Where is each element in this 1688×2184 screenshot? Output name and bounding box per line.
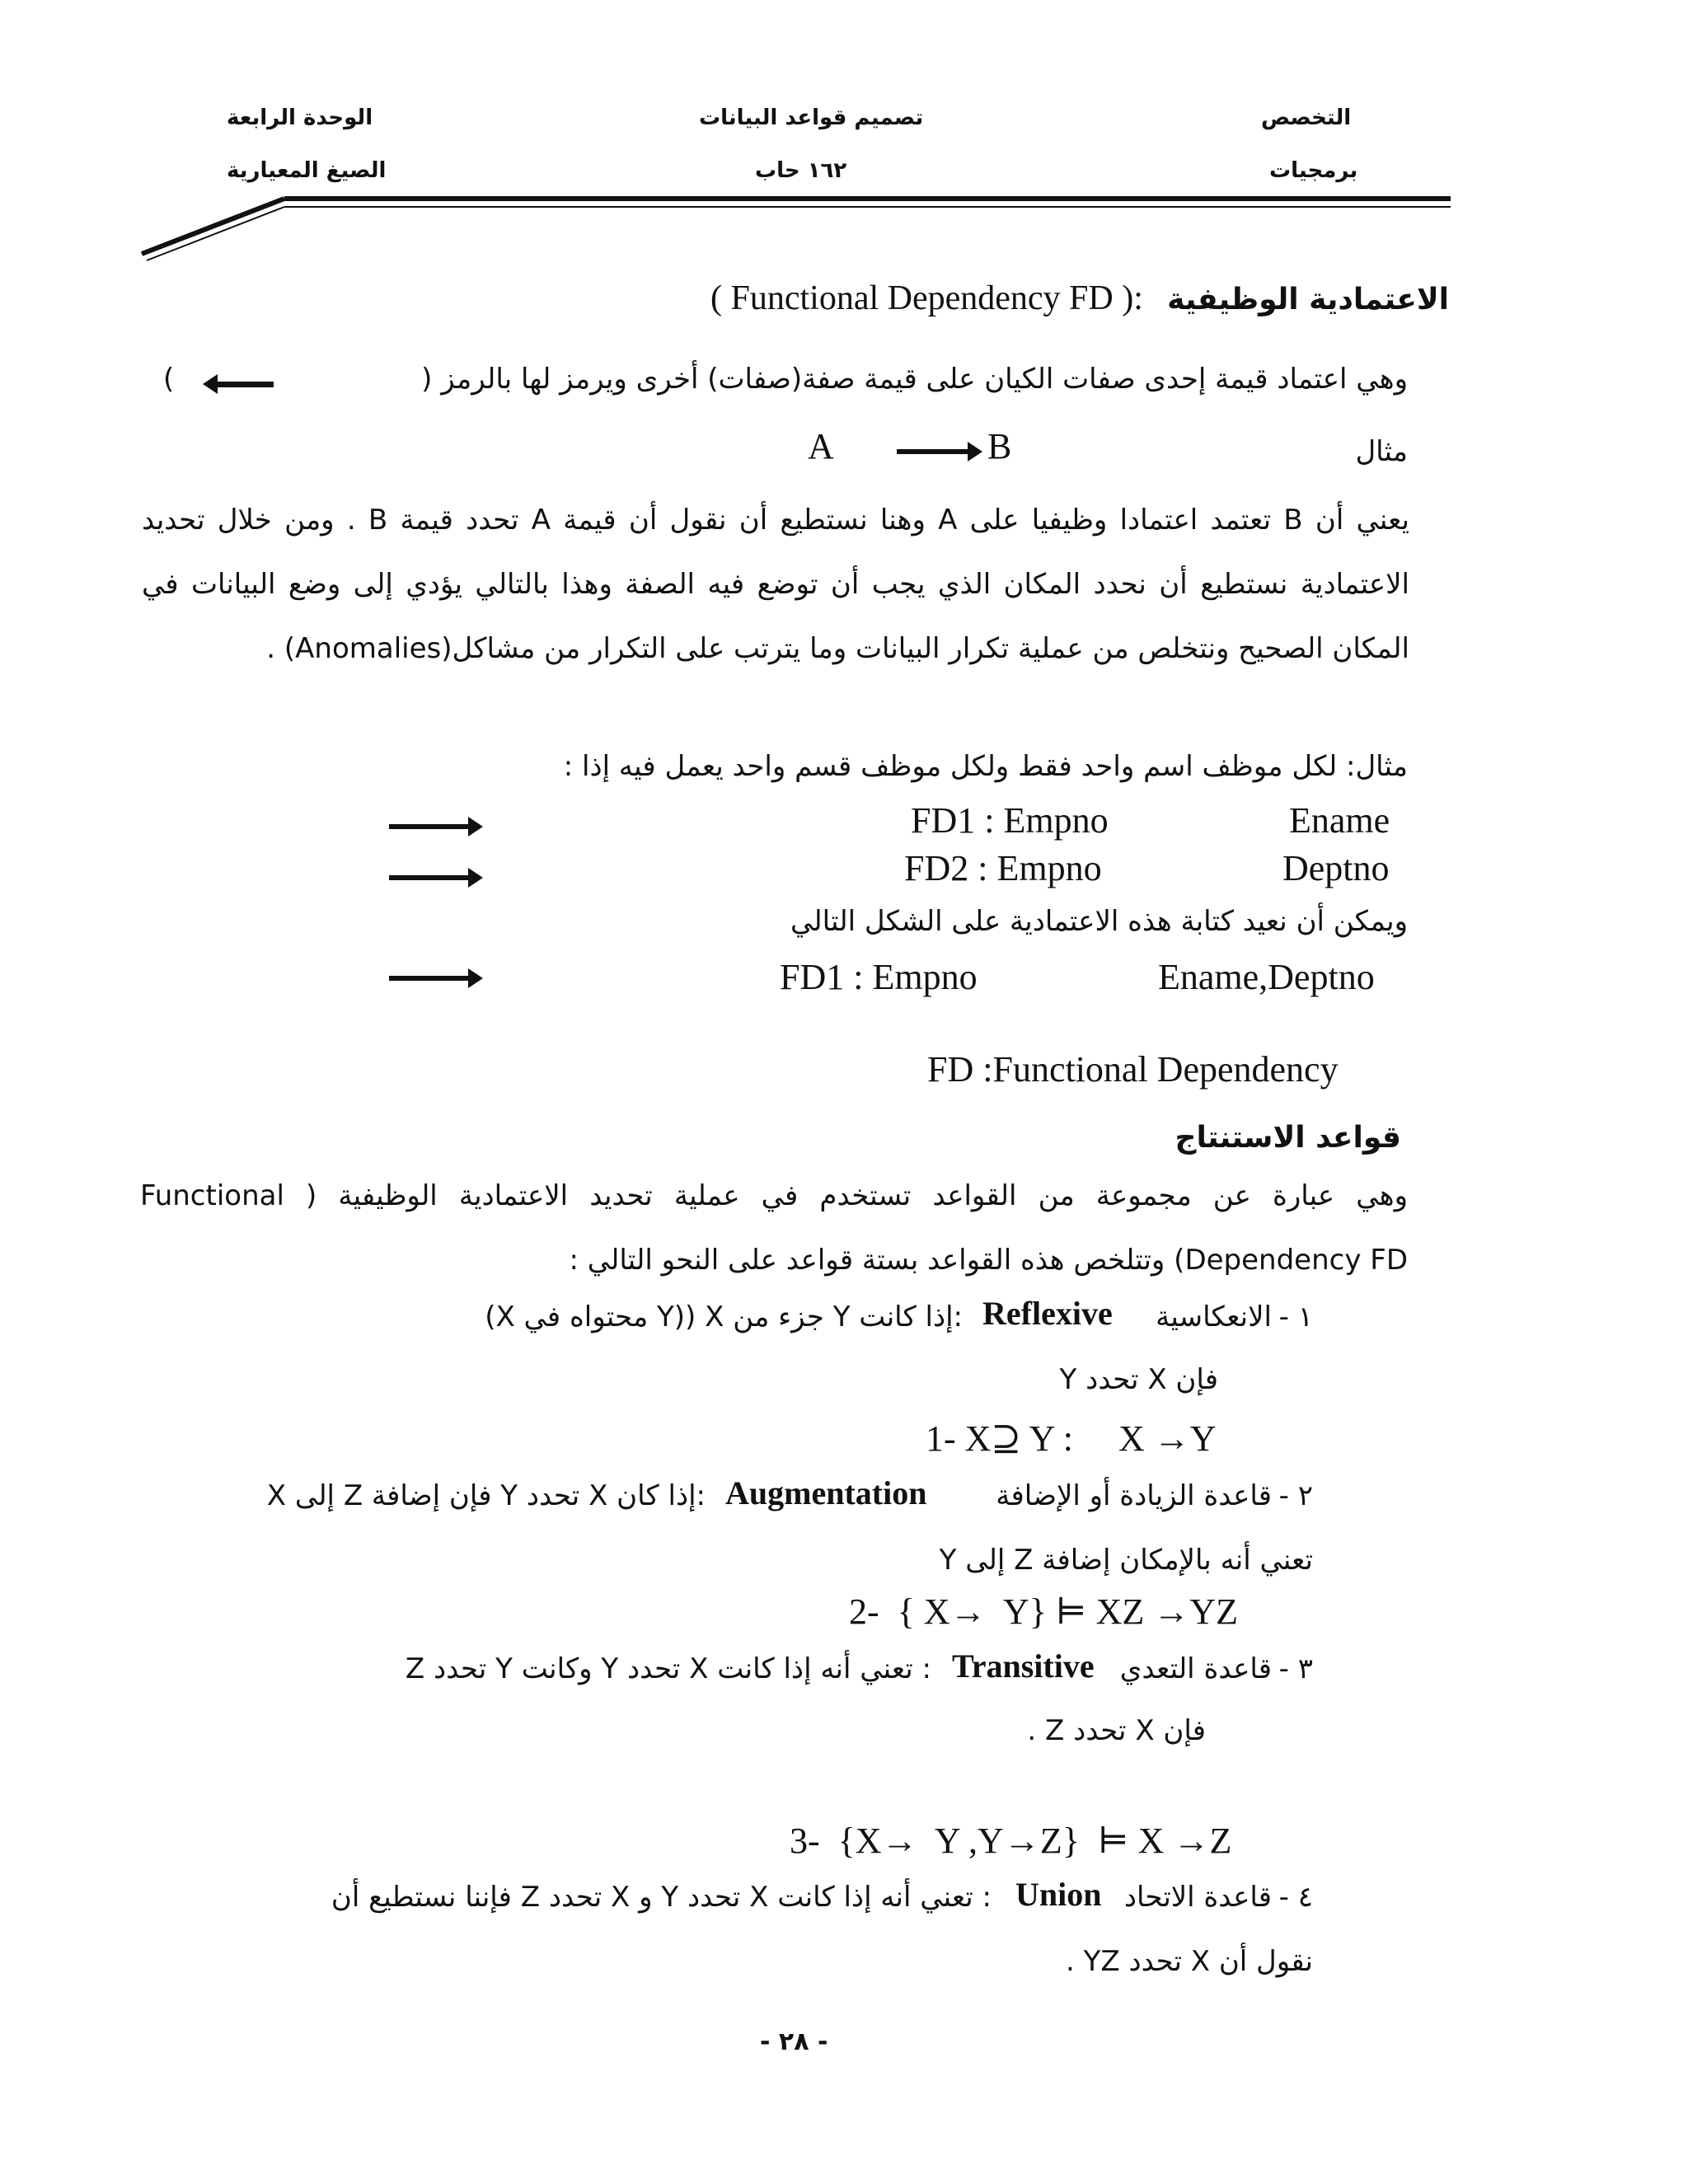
fd1-arrow-icon xyxy=(389,824,471,829)
example-label: مثال xyxy=(1355,435,1408,468)
rule3-number: ٣ - xyxy=(1278,1652,1313,1685)
rule1-formula: 1- X⊇ Y : X →Y xyxy=(926,1418,1217,1459)
rule2-number: ٢ - xyxy=(1278,1479,1313,1512)
rule1-name-ar: الانعكاسية xyxy=(1156,1301,1272,1333)
rule3-name-ar: قاعدة التعدي xyxy=(1119,1652,1272,1685)
rule1-desc2: فإن X تحدد Y xyxy=(1059,1363,1218,1396)
page-number: - ٢٨ - xyxy=(760,2027,828,2056)
rule2-name: Augmentation xyxy=(725,1474,927,1511)
inference-rules-title: قواعد الاستنتاج xyxy=(1175,1121,1401,1155)
rule3-formula: 3- {X→ Y ,Y→Z} ⊨ X →Z xyxy=(790,1821,1232,1861)
rule4-name: Union xyxy=(1015,1876,1102,1913)
rule2-desc: :إذا كان X تحدد Y فإن إضافة Z إلى X xyxy=(266,1479,706,1512)
example2-text: مثال: لكل موظف اسم واحد فقط ولكل موظف قسم واحد يعمل فيه إذا : xyxy=(563,750,1408,783)
header-unit: الوحدة الرابعة xyxy=(227,105,373,130)
fd1-right: Ename xyxy=(1289,800,1390,841)
rule4-desc2: نقول أن X تحدد YZ . xyxy=(1066,1945,1313,1978)
fd3-left: FD1 : Empno xyxy=(780,957,978,997)
rule4-number: ٤ - xyxy=(1278,1881,1313,1914)
explanation-paragraph: يعني أن B تعتمد اعتمادا وظيفيا على A وهنا نستطيع أن نقول أن قيمة A تحدد قيمة B . ومن خلال تحديد الاعتمادية نستطيع أن نحدد المكان الذي يجب أن توضع فيه الصفة وهذا بالتالي يؤدي إلى وضع البيانات في المكان الصحيح ونتخلص من عملية تكرار البيانات وما يترتب على التكرار من مشاكل(Anomalies) . xyxy=(142,504,1409,665)
rule3-name: Transitive xyxy=(952,1647,1095,1685)
rewrite-text: ويمكن أن نعيد كتابة هذه الاعتمادية على الشكل التالي xyxy=(790,905,1408,938)
fd2-arrow-icon xyxy=(389,875,471,880)
definition-close: ) xyxy=(163,363,175,396)
fd2-right: Deptno xyxy=(1282,848,1390,888)
rule3-desc: : تعني أنه إذا كانت X تحدد Y وكانت Y تحدد Z xyxy=(405,1652,931,1685)
header-chapter: الصيغ المعيارية xyxy=(227,158,387,183)
header-specialty-label: التخصص xyxy=(1261,105,1352,130)
rule2-name-ar: قاعدة الزيادة أو الإضافة xyxy=(996,1479,1272,1512)
rule2-desc2: تعني أنه بالإمكان إضافة Z إلى Y xyxy=(939,1544,1313,1577)
fd1-left: FD1 : Empno xyxy=(911,800,1109,841)
right-arrow-icon xyxy=(897,449,971,454)
fd-definition: FD :Functional Dependency xyxy=(927,1049,1339,1090)
fd3-right: Ename,Deptno xyxy=(1158,957,1375,997)
definition-text: وهي اعتماد قيمة إحدى صفات الكيان على قيمة صفة(صفات) أخرى ويرمز لها بالرمز ( xyxy=(421,363,1408,396)
example-a: A xyxy=(808,426,834,466)
header-course-code: ١٦٢ حاب xyxy=(755,158,847,183)
section-title: الاعتمادية الوظيفية xyxy=(1167,283,1449,316)
header-rule xyxy=(0,0,1688,272)
header-specialty: برمجيات xyxy=(1269,158,1358,183)
rule1-desc: :إذا كانت Y جزء من X ((Y محتواه في X) xyxy=(485,1301,963,1333)
example-b: B xyxy=(987,426,1012,466)
rule1-number: ١ - xyxy=(1278,1301,1313,1333)
left-arrow-icon xyxy=(216,382,274,387)
header-course: تصميم قواعد البيانات xyxy=(699,105,924,130)
rule1-name: Reflexive xyxy=(982,1295,1113,1332)
rule4-name-ar: قاعدة الاتحاد xyxy=(1123,1881,1272,1914)
inference-intro: وهي عبارة عن مجموعة من القواعد تستخدم في عملية تحديد الاعتمادية الوظيفية ( Functional Dependency FD) وتتلخص هذه القواعد بستة قواعد على النحو التالي : xyxy=(140,1179,1408,1277)
fd2-left: FD2 : Empno xyxy=(904,848,1102,888)
section-title-en: ( Functional Dependency FD ): xyxy=(710,279,1143,317)
rule3-desc2: فإن X تحدد Z . xyxy=(1027,1714,1206,1747)
rule4-desc: : تعني أنه إذا كانت X تحدد Y و X تحدد Z فإننا نستطيع أن xyxy=(331,1881,992,1914)
fd3-arrow-icon xyxy=(389,976,471,981)
rule2-formula: 2- { X→ Y} ⊨ XZ →YZ xyxy=(849,1591,1238,1632)
